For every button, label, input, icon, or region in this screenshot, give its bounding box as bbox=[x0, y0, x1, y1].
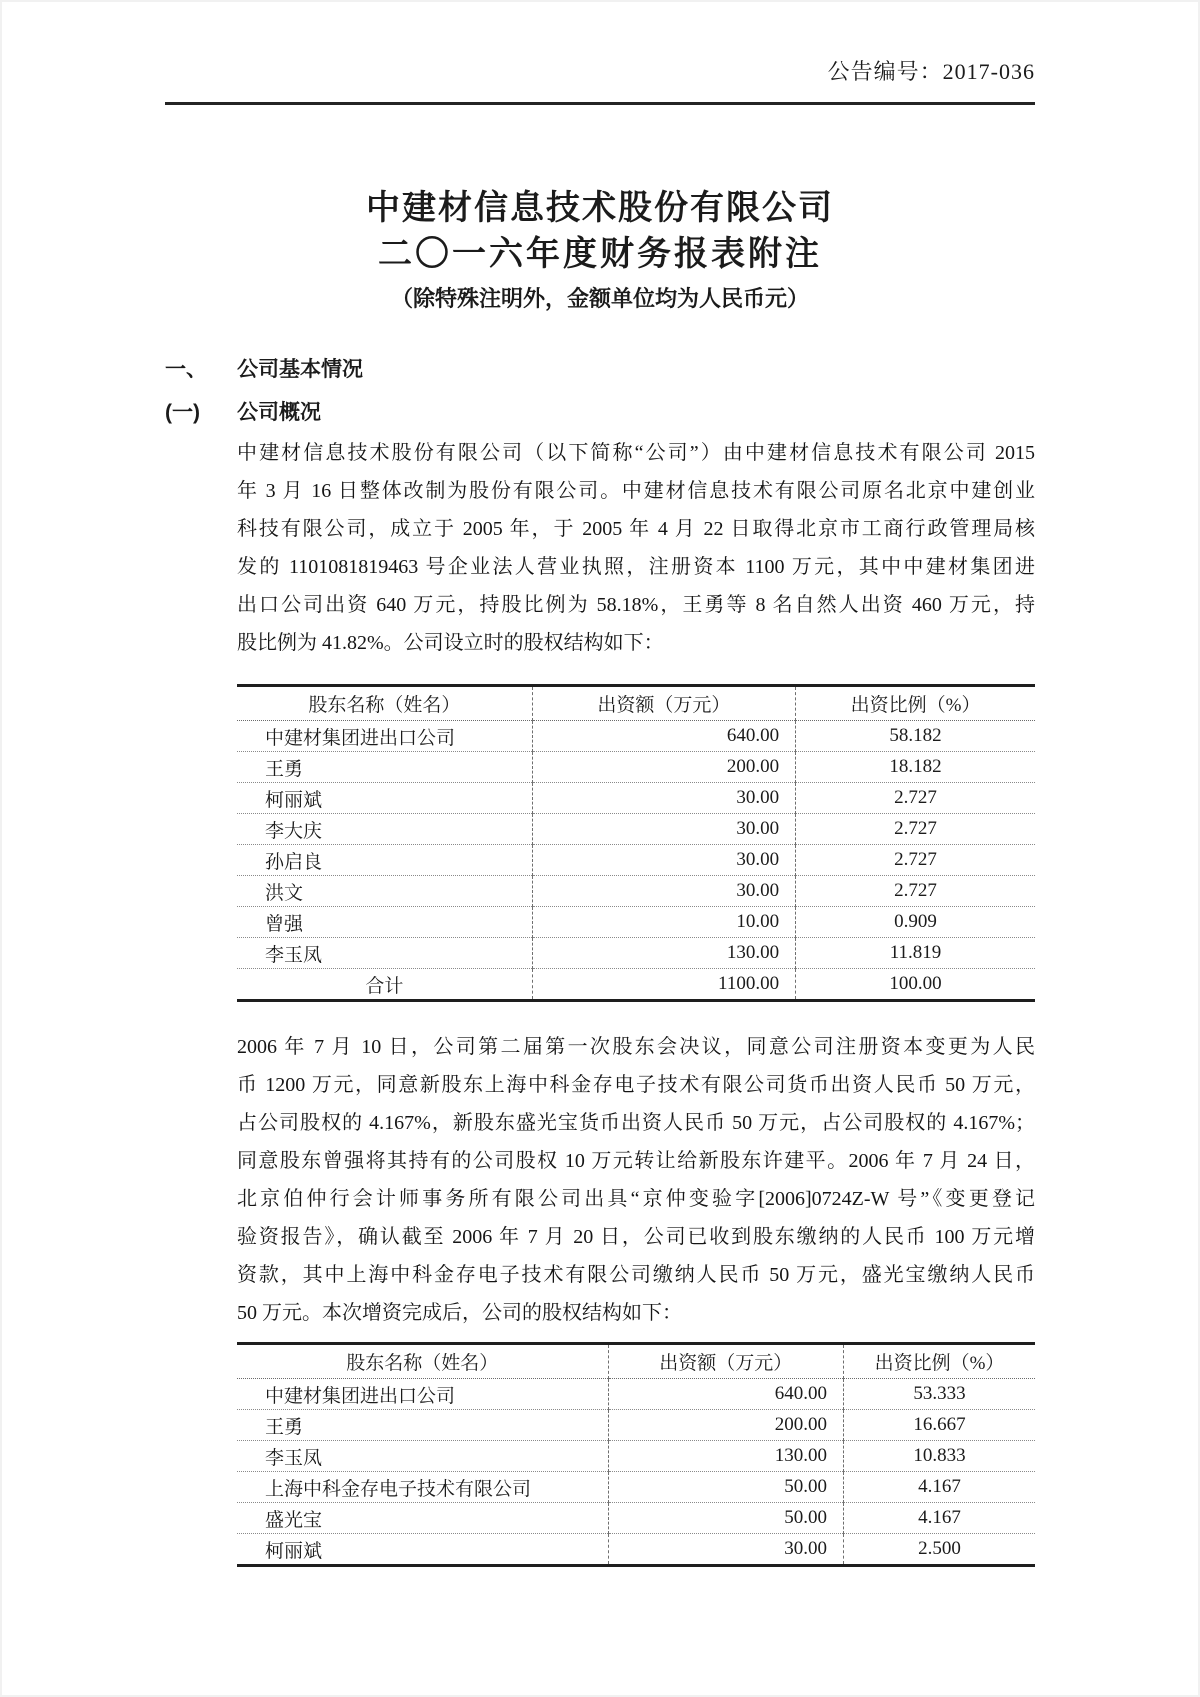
table-cell: 李玉凤 bbox=[237, 938, 532, 969]
table-row bbox=[237, 876, 1035, 907]
table-cell: 58.182 bbox=[796, 721, 1035, 752]
subsection-title: 公司概况 bbox=[237, 401, 321, 424]
table-row bbox=[237, 938, 1035, 969]
column-header-contribution-amount: 出资额（万元） bbox=[532, 686, 795, 721]
table-cell: 王勇 bbox=[237, 1410, 608, 1441]
table-row bbox=[237, 1472, 1035, 1503]
column-header-contribution-ratio: 出资比例（%） bbox=[796, 686, 1035, 721]
currency-unit-note: （除特殊注明外，金额单位均为人民币元） bbox=[390, 286, 809, 311]
section-number: 一、 bbox=[165, 358, 207, 381]
table-row bbox=[237, 783, 1035, 814]
paragraph-line: 验资报告》，确认截至 2006 年 7 月 20 日，公司已收到股东缴纳的人民币 100 万元增 bbox=[237, 1226, 1035, 1248]
table-cell: 200.00 bbox=[532, 752, 795, 783]
table-cell: 曾强 bbox=[237, 907, 532, 938]
column-header-contribution-amount: 出资额（万元） bbox=[608, 1344, 843, 1379]
table-cell: 130.00 bbox=[608, 1441, 843, 1472]
paragraph-line: 股比例为 41.82%。公司设立时的股权结构如下： bbox=[237, 632, 664, 654]
subsection-heading bbox=[165, 398, 1035, 428]
table-cell: 10.00 bbox=[532, 907, 795, 938]
table-cell: 洪文 bbox=[237, 876, 532, 907]
total-label: 合计 bbox=[237, 969, 532, 1001]
table-cell: 2.727 bbox=[796, 814, 1035, 845]
table-cell: 11.819 bbox=[796, 938, 1035, 969]
table-cell: 50.00 bbox=[608, 1503, 843, 1534]
paragraph-line: 出口公司出资 640 万元，持股比例为 58.18%，王勇等 8 名自然人出资 460 万元，持 bbox=[237, 594, 1035, 616]
table-total-row bbox=[237, 969, 1035, 1001]
paragraph-line: 北京伯仲行会计师事务所有限公司出具“京仲变验字[2006]0724Z-W 号”《变更登记 bbox=[237, 1188, 1035, 1210]
table-cell: 18.182 bbox=[796, 752, 1035, 783]
paragraph-company-overview bbox=[237, 434, 1035, 662]
table-cell: 王勇 bbox=[237, 752, 532, 783]
table-cell: 30.00 bbox=[532, 876, 795, 907]
table-cell: 30.00 bbox=[608, 1534, 843, 1566]
total-amount: 1100.00 bbox=[532, 969, 795, 1001]
table-cell: 0.909 bbox=[796, 907, 1035, 938]
table-row bbox=[237, 1379, 1035, 1410]
document-title-line2: 二〇一六年度财务报表附注 bbox=[378, 235, 822, 273]
table-row bbox=[237, 814, 1035, 845]
paragraph-capital-increase bbox=[237, 1028, 1035, 1332]
table-cell: 50.00 bbox=[608, 1472, 843, 1503]
subsection-number: (一) bbox=[165, 401, 200, 424]
table-cell: 30.00 bbox=[532, 845, 795, 876]
table-row bbox=[237, 1503, 1035, 1534]
initial-shareholding-table bbox=[237, 684, 1035, 1002]
table-cell: 2.727 bbox=[796, 845, 1035, 876]
table-cell: 李大庆 bbox=[237, 814, 532, 845]
table-cell: 4.167 bbox=[843, 1503, 1035, 1534]
column-header-shareholder-name: 股东名称（姓名） bbox=[237, 686, 532, 721]
table-cell: 2.500 bbox=[843, 1534, 1035, 1566]
table-cell: 16.667 bbox=[843, 1410, 1035, 1441]
section-body bbox=[237, 434, 1035, 1567]
table-cell: 640.00 bbox=[608, 1379, 843, 1410]
table-cell: 上海中科金存电子技术有限公司 bbox=[237, 1472, 608, 1503]
post-increase-shareholding-table bbox=[237, 1342, 1035, 1567]
table-cell: 30.00 bbox=[532, 783, 795, 814]
header-rule bbox=[165, 102, 1035, 105]
table-row bbox=[237, 1534, 1035, 1566]
table-cell: 130.00 bbox=[532, 938, 795, 969]
document-title: 中建材信息技术股份有限公司 bbox=[366, 189, 834, 227]
paragraph-line: 同意股东曾强将其持有的公司股权 10 万元转让给新股东许建平。2006 年 7 月 24 日， bbox=[237, 1150, 1035, 1172]
paragraph-line: 50 万元。本次增资完成后，公司的股权结构如下： bbox=[237, 1302, 682, 1324]
table-cell: 2.727 bbox=[796, 783, 1035, 814]
section-heading bbox=[165, 355, 1035, 385]
column-header-contribution-ratio: 出资比例（%） bbox=[843, 1344, 1035, 1379]
notice-number: 公告编号：2017-036 bbox=[827, 59, 1035, 84]
table-cell: 中建材集团进出口公司 bbox=[237, 721, 532, 752]
table-cell: 柯丽斌 bbox=[237, 783, 532, 814]
table-row bbox=[237, 845, 1035, 876]
table-cell: 孙启良 bbox=[237, 845, 532, 876]
table-row bbox=[237, 1410, 1035, 1441]
paragraph-line: 资款，其中上海中科金存电子技术有限公司缴纳人民币 50 万元，盛光宝缴纳人民币 bbox=[237, 1264, 1035, 1286]
table-cell: 李玉凤 bbox=[237, 1441, 608, 1472]
table-header-row bbox=[237, 686, 1035, 721]
table-cell: 30.00 bbox=[532, 814, 795, 845]
paragraph-line: 2006 年 7 月 10 日，公司第二届第一次股东会决议，同意公司注册资本变更为人民 bbox=[237, 1036, 1035, 1058]
paragraph-line: 发的 1101081819463 号企业法人营业执照，注册资本 1100 万元，其中中建材集团进 bbox=[237, 556, 1035, 578]
page-content bbox=[0, 58, 1200, 1567]
paragraph-line: 年 3 月 16 日整体改制为股份有限公司。中建材信息技术有限公司原名北京中建创业 bbox=[237, 480, 1035, 502]
table-row bbox=[237, 721, 1035, 752]
paragraph-line: 中建材信息技术股份有限公司（以下简称“公司”）由中建材信息技术有限公司 2015 bbox=[237, 442, 1035, 464]
table-cell: 盛光宝 bbox=[237, 1503, 608, 1534]
column-header-shareholder-name: 股东名称（姓名） bbox=[237, 1344, 608, 1379]
table-cell: 柯丽斌 bbox=[237, 1534, 608, 1566]
table-header-row bbox=[237, 1344, 1035, 1379]
table-cell: 640.00 bbox=[532, 721, 795, 752]
table-row bbox=[237, 907, 1035, 938]
paragraph-line: 占公司股权的 4.167%，新股东盛光宝货币出资人民币 50 万元，占公司股权的 4.167%； bbox=[237, 1112, 1035, 1134]
table-cell: 4.167 bbox=[843, 1472, 1035, 1503]
table-cell: 中建材集团进出口公司 bbox=[237, 1379, 608, 1410]
table-cell: 53.333 bbox=[843, 1379, 1035, 1410]
table-row bbox=[237, 752, 1035, 783]
table-cell: 200.00 bbox=[608, 1410, 843, 1441]
paragraph-line: 币 1200 万元，同意新股东上海中科金存电子技术有限公司货币出资人民币 50 万元， bbox=[237, 1074, 1035, 1096]
total-ratio: 100.00 bbox=[796, 969, 1035, 1001]
table-row bbox=[237, 1441, 1035, 1472]
table-cell: 2.727 bbox=[796, 876, 1035, 907]
section-title: 公司基本情况 bbox=[237, 358, 363, 381]
paragraph-line: 科技有限公司，成立于 2005 年，于 2005 年 4 月 22 日取得北京市工商行政管理局核 bbox=[237, 518, 1035, 540]
table-cell: 10.833 bbox=[843, 1441, 1035, 1472]
